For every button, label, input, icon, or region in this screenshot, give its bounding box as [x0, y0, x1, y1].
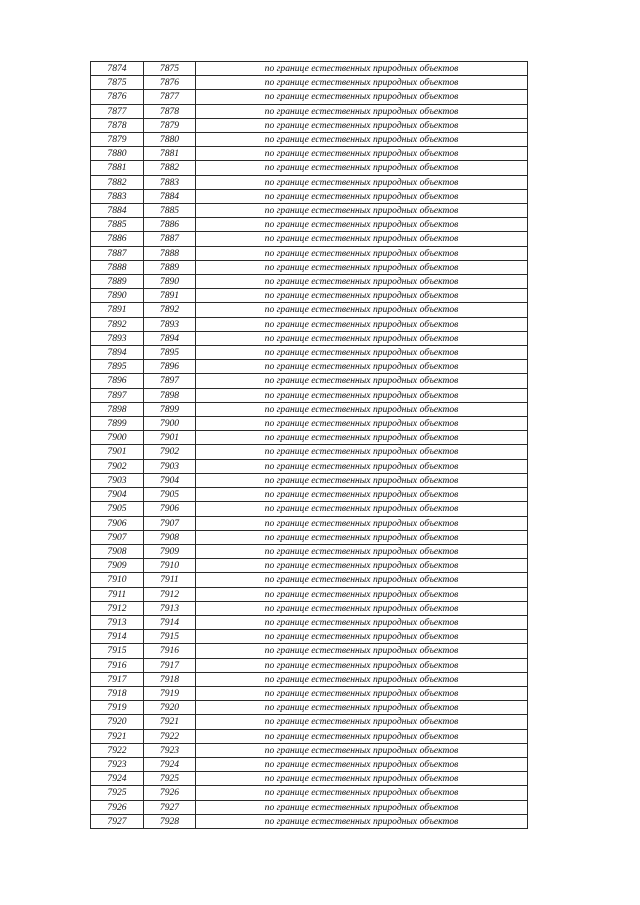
- boundary-description-cell: по границе естественных природных объектов: [196, 573, 528, 587]
- table-row: [91, 644, 528, 658]
- point-from-cell: 7901: [91, 445, 144, 459]
- table-row: [91, 417, 528, 431]
- point-from-cell: 7915: [91, 644, 144, 658]
- point-to-cell: 7907: [144, 516, 196, 530]
- table-row: [91, 786, 528, 800]
- boundary-description-cell: по границе естественных природных объектов: [196, 346, 528, 360]
- table-row: [91, 346, 528, 360]
- point-from-cell: 7920: [91, 715, 144, 729]
- table-row: [91, 62, 528, 76]
- table-row: [91, 104, 528, 118]
- point-from-cell: 7905: [91, 502, 144, 516]
- boundary-description-cell: по границе естественных природных объектов: [196, 232, 528, 246]
- point-to-cell: 7906: [144, 502, 196, 516]
- point-from-cell: 7911: [91, 587, 144, 601]
- table-row: [91, 204, 528, 218]
- table-row: [91, 502, 528, 516]
- table-row: [91, 118, 528, 132]
- table-row: [91, 544, 528, 558]
- point-from-cell: 7899: [91, 417, 144, 431]
- table-row: [91, 402, 528, 416]
- boundary-description-cell: по границе естественных природных объектов: [196, 459, 528, 473]
- table-row: [91, 814, 528, 828]
- point-to-cell: 7882: [144, 161, 196, 175]
- boundary-description-cell: по границе естественных природных объектов: [196, 701, 528, 715]
- table-body: [91, 62, 528, 829]
- point-to-cell: 7896: [144, 360, 196, 374]
- boundary-description-cell: по границе естественных природных объектов: [196, 62, 528, 76]
- boundary-description-cell: по границе естественных природных объектов: [196, 644, 528, 658]
- point-from-cell: 7921: [91, 729, 144, 743]
- point-to-cell: 7885: [144, 204, 196, 218]
- point-to-cell: 7919: [144, 686, 196, 700]
- point-to-cell: 7902: [144, 445, 196, 459]
- point-to-cell: 7925: [144, 772, 196, 786]
- point-from-cell: 7885: [91, 218, 144, 232]
- point-from-cell: 7889: [91, 275, 144, 289]
- table-row: [91, 90, 528, 104]
- point-to-cell: 7927: [144, 800, 196, 814]
- table-row: [91, 189, 528, 203]
- point-to-cell: 7897: [144, 374, 196, 388]
- point-to-cell: 7899: [144, 402, 196, 416]
- point-to-cell: 7922: [144, 729, 196, 743]
- boundary-description-cell: по границе естественных природных объектов: [196, 473, 528, 487]
- point-to-cell: 7895: [144, 346, 196, 360]
- point-to-cell: 7928: [144, 814, 196, 828]
- point-to-cell: 7893: [144, 317, 196, 331]
- point-to-cell: 7926: [144, 786, 196, 800]
- point-to-cell: 7898: [144, 388, 196, 402]
- table-row: [91, 715, 528, 729]
- point-from-cell: 7875: [91, 76, 144, 90]
- boundary-description-cell: по границе естественных природных объектов: [196, 147, 528, 161]
- boundary-description-cell: по границе естественных природных объектов: [196, 218, 528, 232]
- table-row: [91, 672, 528, 686]
- boundary-description-cell: по границе естественных природных объектов: [196, 686, 528, 700]
- point-from-cell: 7906: [91, 516, 144, 530]
- point-from-cell: 7887: [91, 246, 144, 260]
- point-from-cell: 7910: [91, 573, 144, 587]
- point-to-cell: 7900: [144, 417, 196, 431]
- table-row: [91, 303, 528, 317]
- table-row: [91, 289, 528, 303]
- point-to-cell: 7876: [144, 76, 196, 90]
- point-from-cell: 7923: [91, 757, 144, 771]
- boundary-description-cell: по границе естественных природных объектов: [196, 772, 528, 786]
- boundary-description-cell: по границе естественных природных объектов: [196, 729, 528, 743]
- boundary-description-cell: по границе естественных природных объектов: [196, 289, 528, 303]
- table-row: [91, 218, 528, 232]
- table-row: [91, 459, 528, 473]
- boundary-description-cell: по границе естественных природных объектов: [196, 544, 528, 558]
- point-from-cell: 7916: [91, 658, 144, 672]
- boundary-description-cell: по границе естественных природных объектов: [196, 303, 528, 317]
- boundary-description-cell: по границе естественных природных объектов: [196, 90, 528, 104]
- point-from-cell: 7925: [91, 786, 144, 800]
- table-row: [91, 388, 528, 402]
- point-to-cell: 7889: [144, 260, 196, 274]
- point-to-cell: 7887: [144, 232, 196, 246]
- boundary-points-table: [90, 61, 528, 829]
- table-row: [91, 317, 528, 331]
- boundary-description-cell: по границе естественных природных объектов: [196, 189, 528, 203]
- point-to-cell: 7901: [144, 431, 196, 445]
- point-to-cell: 7877: [144, 90, 196, 104]
- point-from-cell: 7914: [91, 630, 144, 644]
- table-row: [91, 559, 528, 573]
- point-to-cell: 7875: [144, 62, 196, 76]
- point-from-cell: 7876: [91, 90, 144, 104]
- point-from-cell: 7903: [91, 473, 144, 487]
- table-row: [91, 360, 528, 374]
- point-from-cell: 7891: [91, 303, 144, 317]
- point-from-cell: 7922: [91, 743, 144, 757]
- table-row: [91, 133, 528, 147]
- point-from-cell: 7898: [91, 402, 144, 416]
- table-row: [91, 232, 528, 246]
- table-row: [91, 530, 528, 544]
- point-to-cell: 7903: [144, 459, 196, 473]
- table-row: [91, 630, 528, 644]
- point-to-cell: 7911: [144, 573, 196, 587]
- point-to-cell: 7892: [144, 303, 196, 317]
- point-to-cell: 7881: [144, 147, 196, 161]
- point-from-cell: 7874: [91, 62, 144, 76]
- boundary-description-cell: по границе естественных природных объектов: [196, 175, 528, 189]
- point-to-cell: 7914: [144, 615, 196, 629]
- point-to-cell: 7908: [144, 530, 196, 544]
- point-from-cell: 7883: [91, 189, 144, 203]
- point-to-cell: 7880: [144, 133, 196, 147]
- table-row: [91, 729, 528, 743]
- point-to-cell: 7894: [144, 331, 196, 345]
- point-from-cell: 7907: [91, 530, 144, 544]
- boundary-description-cell: по границе естественных природных объектов: [196, 672, 528, 686]
- point-from-cell: 7927: [91, 814, 144, 828]
- table-row: [91, 601, 528, 615]
- point-from-cell: 7882: [91, 175, 144, 189]
- point-to-cell: 7923: [144, 743, 196, 757]
- point-from-cell: 7884: [91, 204, 144, 218]
- point-to-cell: 7904: [144, 473, 196, 487]
- point-from-cell: 7904: [91, 488, 144, 502]
- point-to-cell: 7912: [144, 587, 196, 601]
- table-row: [91, 772, 528, 786]
- point-to-cell: 7884: [144, 189, 196, 203]
- boundary-description-cell: по границе естественных природных объектов: [196, 488, 528, 502]
- boundary-description-cell: по границе естественных природных объектов: [196, 587, 528, 601]
- point-to-cell: 7886: [144, 218, 196, 232]
- table-row: [91, 587, 528, 601]
- point-to-cell: 7905: [144, 488, 196, 502]
- point-from-cell: 7888: [91, 260, 144, 274]
- table-row: [91, 331, 528, 345]
- boundary-description-cell: по границе естественных природных объектов: [196, 601, 528, 615]
- point-from-cell: 7897: [91, 388, 144, 402]
- boundary-description-cell: по границе естественных природных объектов: [196, 374, 528, 388]
- point-from-cell: 7918: [91, 686, 144, 700]
- point-from-cell: 7902: [91, 459, 144, 473]
- boundary-description-cell: по границе естественных природных объектов: [196, 104, 528, 118]
- boundary-description-cell: по границе естественных природных объектов: [196, 246, 528, 260]
- boundary-description-cell: по границе естественных природных объектов: [196, 786, 528, 800]
- point-from-cell: 7878: [91, 118, 144, 132]
- table-row: [91, 161, 528, 175]
- point-from-cell: 7877: [91, 104, 144, 118]
- point-from-cell: 7879: [91, 133, 144, 147]
- point-to-cell: 7913: [144, 601, 196, 615]
- boundary-description-cell: по границе естественных природных объектов: [196, 630, 528, 644]
- boundary-description-cell: по границе естественных природных объектов: [196, 275, 528, 289]
- point-to-cell: 7924: [144, 757, 196, 771]
- point-from-cell: 7893: [91, 331, 144, 345]
- point-from-cell: 7892: [91, 317, 144, 331]
- point-to-cell: 7916: [144, 644, 196, 658]
- table-row: [91, 147, 528, 161]
- point-to-cell: 7878: [144, 104, 196, 118]
- point-from-cell: 7880: [91, 147, 144, 161]
- boundary-description-cell: по границе естественных природных объектов: [196, 317, 528, 331]
- point-to-cell: 7920: [144, 701, 196, 715]
- table-row: [91, 615, 528, 629]
- point-from-cell: 7895: [91, 360, 144, 374]
- table-row: [91, 701, 528, 715]
- table-row: [91, 686, 528, 700]
- table-row: [91, 473, 528, 487]
- boundary-description-cell: по границе естественных природных объектов: [196, 204, 528, 218]
- boundary-description-cell: по границе естественных природных объектов: [196, 658, 528, 672]
- point-to-cell: 7891: [144, 289, 196, 303]
- boundary-description-cell: по границе естественных природных объектов: [196, 331, 528, 345]
- point-from-cell: 7908: [91, 544, 144, 558]
- boundary-description-cell: по границе естественных природных объектов: [196, 559, 528, 573]
- boundary-description-cell: по границе естественных природных объектов: [196, 502, 528, 516]
- boundary-description-cell: по границе естественных природных объектов: [196, 757, 528, 771]
- point-to-cell: 7883: [144, 175, 196, 189]
- point-to-cell: 7888: [144, 246, 196, 260]
- point-from-cell: 7912: [91, 601, 144, 615]
- point-to-cell: 7909: [144, 544, 196, 558]
- point-from-cell: 7900: [91, 431, 144, 445]
- point-from-cell: 7896: [91, 374, 144, 388]
- table-row: [91, 275, 528, 289]
- table-row: [91, 76, 528, 90]
- boundary-description-cell: по границе естественных природных объектов: [196, 260, 528, 274]
- point-from-cell: 7886: [91, 232, 144, 246]
- boundary-description-cell: по границе естественных природных объектов: [196, 388, 528, 402]
- point-from-cell: 7909: [91, 559, 144, 573]
- point-to-cell: 7915: [144, 630, 196, 644]
- table-row: [91, 757, 528, 771]
- point-to-cell: 7890: [144, 275, 196, 289]
- boundary-description-cell: по границе естественных природных объектов: [196, 360, 528, 374]
- boundary-description-cell: по границе естественных природных объектов: [196, 118, 528, 132]
- point-from-cell: 7919: [91, 701, 144, 715]
- boundary-description-cell: по границе естественных природных объектов: [196, 615, 528, 629]
- boundary-description-cell: по границе естественных природных объектов: [196, 133, 528, 147]
- point-from-cell: 7890: [91, 289, 144, 303]
- table-row: [91, 175, 528, 189]
- point-to-cell: 7910: [144, 559, 196, 573]
- point-from-cell: 7917: [91, 672, 144, 686]
- boundary-description-cell: по границе естественных природных объектов: [196, 417, 528, 431]
- point-to-cell: 7921: [144, 715, 196, 729]
- boundary-description-cell: по границе естественных природных объектов: [196, 76, 528, 90]
- point-from-cell: 7894: [91, 346, 144, 360]
- table-row: [91, 374, 528, 388]
- boundary-description-cell: по границе естественных природных объектов: [196, 715, 528, 729]
- point-to-cell: 7918: [144, 672, 196, 686]
- point-to-cell: 7917: [144, 658, 196, 672]
- table-row: [91, 658, 528, 672]
- table-row: [91, 260, 528, 274]
- boundary-description-cell: по границе естественных природных объектов: [196, 161, 528, 175]
- boundary-description-cell: по границе естественных природных объектов: [196, 445, 528, 459]
- boundary-description-cell: по границе естественных природных объектов: [196, 516, 528, 530]
- table-row: [91, 800, 528, 814]
- boundary-description-cell: по границе естественных природных объектов: [196, 800, 528, 814]
- table-row: [91, 246, 528, 260]
- table-row: [91, 516, 528, 530]
- table-row: [91, 431, 528, 445]
- point-from-cell: 7913: [91, 615, 144, 629]
- boundary-description-cell: по границе естественных природных объектов: [196, 431, 528, 445]
- boundary-description-cell: по границе естественных природных объектов: [196, 743, 528, 757]
- table-row: [91, 445, 528, 459]
- point-from-cell: 7881: [91, 161, 144, 175]
- boundary-description-cell: по границе естественных природных объектов: [196, 814, 528, 828]
- boundary-description-cell: по границе естественных природных объектов: [196, 530, 528, 544]
- point-to-cell: 7879: [144, 118, 196, 132]
- table-row: [91, 573, 528, 587]
- point-from-cell: 7924: [91, 772, 144, 786]
- point-from-cell: 7926: [91, 800, 144, 814]
- table-row: [91, 488, 528, 502]
- table-row: [91, 743, 528, 757]
- boundary-description-cell: по границе естественных природных объектов: [196, 402, 528, 416]
